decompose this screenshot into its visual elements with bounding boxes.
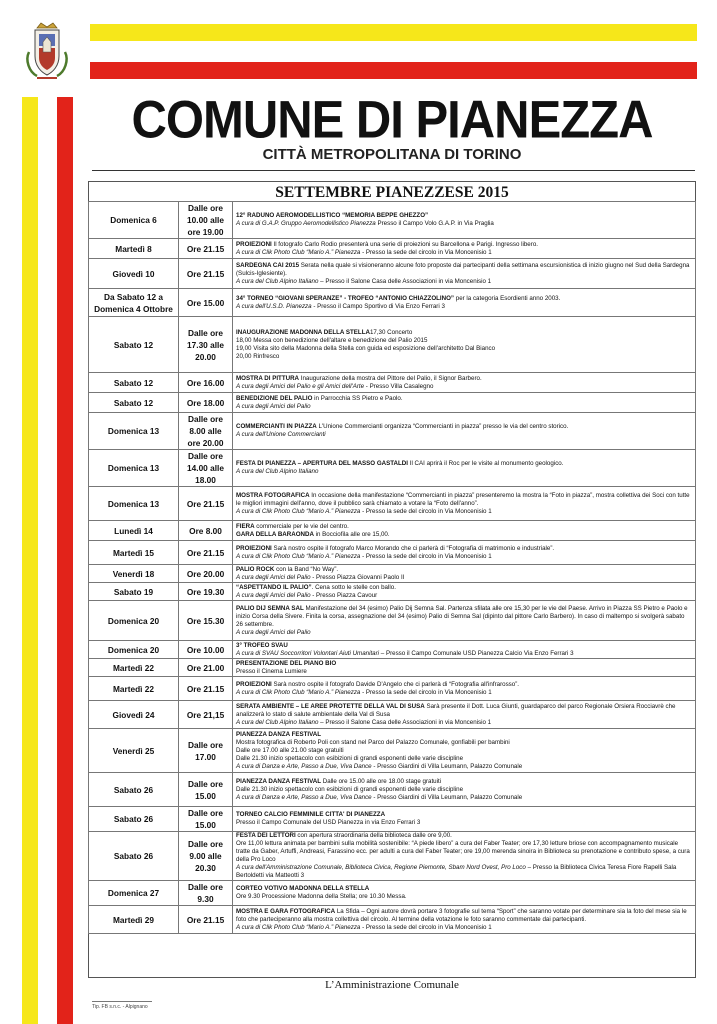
event-date: Domenica 27 [89, 881, 179, 906]
event-description [233, 202, 696, 239]
schedule-row [89, 881, 696, 906]
event-time: Dalle ore 9.30 [179, 881, 233, 906]
event-heading: PROIEZIONI [236, 544, 272, 552]
event-description [233, 677, 696, 701]
event-date: Sabato 12 [89, 373, 179, 393]
event-date: Martedì 15 [89, 541, 179, 565]
event-time: Dalle ore 8.00 alle ore 20.00 [179, 413, 233, 450]
event-body: Serata nella quale si visioneranno alcune foto proposte dai partecipanti della settimana escursionistica di inizio giugno nel Sud della Sardegna (Sulcis-Iglesiente). [236, 261, 690, 277]
event-heading: PALIO DIJ SEMNA SAL [236, 604, 304, 612]
event-location: - Presso la sede del circolo in Via Moncenisio 1 [360, 552, 492, 560]
event-body: con la Band “No Way”. [274, 565, 339, 573]
event-location: – Presso la Biblioteca Civica Teresa Fiore Rapelli Sala Bertoldetti via Matteotti 3 [236, 864, 677, 879]
event-description [233, 487, 696, 521]
event-organizer: A cura del Club Alpino Italiano [236, 718, 319, 726]
event-heading: COMMERCIANTI IN PIAZZA [236, 423, 317, 430]
event-organizer: A cura del Club Alpino Italiano [236, 468, 319, 475]
event-time: Ore 21.15 [179, 541, 233, 565]
event-heading-2: GARA DELLA BARAONDA [236, 530, 314, 538]
schedule-row [89, 413, 696, 450]
event-organizer: A cura di Danza e Arte, Passo a Due, Viva Dance [236, 762, 372, 770]
schedule-row [89, 521, 696, 541]
schedule-row [89, 601, 696, 641]
event-time: Ore 15.00 [179, 289, 233, 317]
event-location: – Presso il Campo Comunale USD Pianezza Calcio Via Enzo Ferrari 3 [379, 649, 574, 657]
event-description [233, 906, 696, 934]
event-heading: TORNEO CALCIO FEMMINILE CITTA' DI PIANEZZA [236, 811, 386, 818]
event-body: Sarà presente il Dott. Luca Giunti, guardaparco del parco Regionale Orsiera Rocciavrè che analizzerà lo stato di salute ambientale della Val di Susa [236, 702, 676, 718]
event-time: Ore 10.00 [179, 641, 233, 659]
event-organizer: A cura di SVAU Soccorritori Volontari Aiuti Umanitari [236, 649, 380, 657]
event-body: Ore 9.30 Processione Madonna della Stella; ore 10.30 Messa. [236, 893, 407, 900]
schedule-table [88, 201, 696, 934]
event-time: Ore 16.00 [179, 373, 233, 393]
event-location: – Presso il Salone Casa delle Associazioni in via Moncenisio 1 [318, 277, 492, 285]
event-body: Sarà nostro ospite il fotografo Davide D'Angelo che ci parlerà di “Fotografia all'infrarosso”. [271, 680, 519, 688]
schedule-row [89, 317, 696, 373]
event-body: L'Unione Commercianti organizza “Commercianti in piazza” presso le via del centro storico. [316, 423, 569, 430]
event-date: Domenica 13 [89, 450, 179, 487]
yellow-vertical-stripe [22, 97, 38, 1024]
event-heading: 3° TROFEO SVAU [236, 641, 288, 649]
event-heading: PIANEZZA DANZA FESTIVAL [236, 777, 322, 785]
event-body: Presso il Campo Comunale del USD Pianezza in via Enzo Ferrari 3 [236, 819, 421, 826]
event-description [233, 601, 696, 641]
event-description [233, 450, 696, 487]
event-date: Sabato 26 [89, 807, 179, 832]
event-description [233, 239, 696, 259]
event-organizer: A cura dell'U.S.D. Pianezza [236, 302, 312, 310]
event-description [233, 259, 696, 289]
event-body: commerciale per le vie del centro. [254, 522, 349, 530]
event-body: in Parrocchia SS Pietro e Paolo. [312, 394, 403, 402]
event-time: Ore 21.15 [179, 906, 233, 934]
event-description [233, 289, 696, 317]
schedule-row [89, 541, 696, 565]
schedule-row [89, 239, 696, 259]
event-time: Ore 21.00 [179, 659, 233, 677]
event-heading: PROIEZIONI [236, 240, 272, 248]
event-date: Domenica 20 [89, 601, 179, 641]
event-description [233, 393, 696, 413]
event-date: Venerdì 25 [89, 729, 179, 773]
event-date: Domenica 13 [89, 487, 179, 521]
event-description [233, 541, 696, 565]
event-date: Sabato 12 [89, 393, 179, 413]
event-body: Presso il Cinema Lumiere [236, 667, 307, 675]
event-body: Il CAI aprirà il Roc per le visite al monumento geologico. [408, 460, 564, 467]
red-horizontal-stripe [90, 62, 697, 79]
event-organizer: A cura di G.A.P. Gruppo Aeromodellistico Pianezza [236, 220, 376, 227]
event-heading: FESTA DI PIANEZZA – APERTURA DEL MASSO GASTALDI [236, 460, 408, 467]
event-heading: FIERA [236, 522, 255, 530]
event-date: Venerdì 18 [89, 565, 179, 583]
event-date: Martedì 22 [89, 677, 179, 701]
event-heading: BENEDIZIONE DEL PALIO [236, 394, 313, 402]
event-date: Sabato 26 [89, 832, 179, 881]
event-heading: PIANEZZA DANZA FESTIVAL [236, 730, 322, 738]
event-time: Dalle ore 10.00 alle ore 19.00 [179, 202, 233, 239]
event-location: - Presso la sede del circolo in Via Moncenisio 1 [360, 688, 492, 696]
event-organizer: A cura di Clik Photo Club “Mario A.” Pianezza [236, 248, 361, 256]
event-organizer: A cura di Clik Photo Club “Mario A.” Pianezza [236, 688, 361, 696]
event-body: Mostra fotografica di Roberto Poli con stand nel Parco del Palazzo Comunale, gonfiabili per bambini Dalle ore 17.00 alle 21.00 stage gratuiti Dalle 21.30 inizio spettacolo con esibizioni di grandi esponenti delle varie discipline [236, 738, 510, 762]
event-location: – Presso il Salone Casa delle Associazioni in via Moncenisio 1 [318, 718, 492, 726]
event-description [233, 373, 696, 393]
event-body: Dalle ore 15.00 alle ore 18.00 stage gratuiti Dalle 21.30 inizio spettacolo con esibizioni di grandi esponenti delle varie discipline [236, 777, 464, 793]
event-organizer: A cura degli Amici del Palio [236, 573, 311, 581]
red-vertical-stripe [57, 97, 73, 1024]
event-date: Sabato 12 [89, 317, 179, 373]
event-heading: 12° RADUNO AEROMODELLISTICO “MEMORIA BEPPE GHEZZO” [236, 212, 429, 219]
event-organizer: A cura di Clik Photo Club “Mario A.” Pianezza [236, 507, 361, 515]
event-time: Ore 20.00 [179, 565, 233, 583]
schedule-row [89, 259, 696, 289]
event-location: - Presso Villa Casalegno [364, 382, 434, 390]
event-location: - Presso il Campo Sportivo di Via Enzo Ferrari 3 [311, 302, 445, 310]
schedule-row [89, 832, 696, 881]
schedule-row [89, 289, 696, 317]
event-location: - Presso la sede del circolo in Via Moncenisio 1 [360, 923, 492, 931]
schedule-row [89, 807, 696, 832]
event-time: Dalle ore 9.00 alle 20.30 [179, 832, 233, 881]
event-location: - Presso Giardini di Villa Leumann, Palazzo Comunale [371, 793, 523, 801]
event-description [233, 641, 696, 659]
footer-signature: L’Amministrazione Comunale [325, 979, 459, 991]
event-time: Ore 21.15 [179, 239, 233, 259]
event-time: Ore 21.15 [179, 259, 233, 289]
event-heading: PROIEZIONI [236, 680, 272, 688]
event-date: Domenica 6 [89, 202, 179, 239]
event-heading: 34° TORNEO “GIOVANI SPERANZE” - TROFEO “ANTONIO CHIAZZOLINO” [236, 294, 455, 302]
event-time: Dalle ore 15.00 [179, 773, 233, 807]
event-description [233, 317, 696, 373]
schedule-row [89, 393, 696, 413]
event-location: - Presso la sede del circolo in Via Moncenisio 1 [360, 507, 492, 515]
schedule-row [89, 906, 696, 934]
event-time: Ore 21.15 [179, 677, 233, 701]
event-date: Martedì 22 [89, 659, 179, 677]
event-heading: MOSTRA DI PITTURA [236, 374, 300, 382]
schedule-row [89, 677, 696, 701]
event-body: Il fotografo Carlo Rodio presenterà una serie di proiezioni su Barcellona e Parigi. Ingresso libero. [271, 240, 538, 248]
printer-credit: Tip. FB s.n.c. - Alpignano [92, 1001, 152, 1010]
event-body: Sarà nostro ospite il fotografo Marco Morando che ci parlerà di “Fotografia di matrimonio e industriale”. [271, 544, 555, 552]
event-heading: SARDEGNA CAI 2015 [236, 261, 300, 269]
event-time: Dalle ore 17.00 [179, 729, 233, 773]
event-description [233, 701, 696, 729]
event-description [233, 583, 696, 601]
schedule-row [89, 583, 696, 601]
event-description [233, 881, 696, 906]
event-time: Ore 15.30 [179, 601, 233, 641]
event-organizer: A cura degli Amici del Palio [236, 591, 311, 599]
event-description [233, 413, 696, 450]
schedule-row [89, 659, 696, 677]
event-date: Sabato 26 [89, 773, 179, 807]
event-organizer: A cura degli Amici del Palio [236, 628, 311, 636]
event-date: Giovedì 24 [89, 701, 179, 729]
schedule-row [89, 450, 696, 487]
event-body: In occasione della manifestazione “Commercianti in piazza” presenteremo la mostra la “Foto in piazza”, mostra collettiva dei Soci con tutte le migliori immagini dell'anno, dove il pubblico sarà chiamato a votare la “Foto dell'anno”. [236, 491, 690, 507]
schedule-row [89, 773, 696, 807]
schedule-row [89, 373, 696, 393]
schedule-row [89, 202, 696, 239]
event-heading: “ASPETTANDO IL PALIO” [236, 583, 312, 591]
event-time: Ore 18.00 [179, 393, 233, 413]
event-heading: PRESENTAZIONE DEL PIANO BIO [236, 659, 337, 667]
event-body-2: in Bocciofila alle ore 15,00. [313, 530, 390, 538]
page-subtitle: CITTÀ METROPOLITANA DI TORINO [262, 146, 522, 163]
event-date: Lunedì 14 [89, 521, 179, 541]
event-location: - Presso Piazza Giovanni Paolo II [310, 573, 405, 581]
event-description [233, 565, 696, 583]
event-heading: MOSTRA E GARA FOTOGRAFICA [236, 907, 336, 915]
event-date: Domenica 20 [89, 641, 179, 659]
event-body: La Sfida – Ogni autore dovrà portare 3 fotografie sul tema “Sport” che saranno votate per determinare sia la foto del mese sia le foto che parteciperanno alla mostra collettiva del circolo. Al termine della votazione le foto saranno commentate dai partecipanti. [236, 907, 687, 923]
event-heading: CORTEO VOTIVO MADONNA DELLA STELLA [236, 885, 370, 892]
header-divider [92, 170, 695, 171]
event-date: Sabato 19 [89, 583, 179, 601]
event-heading: MOSTRA FOTOGRAFICA [236, 491, 310, 499]
schedule-title: SETTEMBRE PIANEZZESE 2015 [275, 184, 509, 201]
event-description [233, 659, 696, 677]
event-time: Dalle ore 14.00 alle 18.00 [179, 450, 233, 487]
event-organizer: A cura di Danza e Arte, Passo a Due, Viva Dance [236, 793, 372, 801]
event-description [233, 773, 696, 807]
event-heading: INAUGURAZIONE MADONNA DELLA STELLA [236, 328, 370, 336]
event-date: Da Sabato 12 a Domenica 4 Ottobre [89, 289, 179, 317]
event-location: Presso il Campo Volo G.A.P. in Via Praglia [375, 220, 494, 227]
event-description [233, 521, 696, 541]
event-date: Martedì 8 [89, 239, 179, 259]
schedule-row [89, 641, 696, 659]
page-title: COMUNE DI PIANEZZA [131, 90, 653, 150]
event-heading: PALIO ROCK [236, 565, 275, 573]
event-organizer: A cura di Clik Photo Club “Mario A.” Pianezza [236, 552, 361, 560]
event-date: Martedì 29 [89, 906, 179, 934]
municipal-crest-icon [23, 22, 71, 82]
event-organizer: A cura dell'Amministrazione Comunale, Biblioteca Civica, Regione Piemonte, Sbam Nord Ovest, Pro Loco [236, 864, 526, 871]
event-description [233, 832, 696, 881]
event-time: Ore 19.30 [179, 583, 233, 601]
event-heading: FESTA DEI LETTORI [236, 832, 296, 839]
event-time: Dalle ore 17.30 alle 20.00 [179, 317, 233, 373]
event-organizer: A cura di Clik Photo Club “Mario A.” Pianezza [236, 923, 361, 931]
schedule-row [89, 487, 696, 521]
event-date: Giovedì 10 [89, 259, 179, 289]
event-body: . Cena sotto le stelle con ballo. [311, 583, 396, 591]
event-time: Dalle ore 15.00 [179, 807, 233, 832]
event-time: Ore 21.15 [179, 487, 233, 521]
event-body: per la categoria Esordienti anno 2003. [454, 294, 561, 302]
schedule-row [89, 565, 696, 583]
event-body: con apertura straordinaria della biblioteca dalle ore 9,00. Ore 11,00 lettura animata per bambini sulla mobilità sostenibile: “A piede libero” a cura del Faber Teater; ore 17,30 letture briose con accompagnamento musicale tratte da Gaber, Artuffi, Andreasi, Farassino ecc. per adulti a cura del Faber Teater; ore 19,00 merenda sinoira in Biblioteca su prenotazione e contributo spese, a cura della Pro Loco [236, 832, 690, 863]
event-body: Inaugurazione della mostra del Pittore del Palio, il Signor Barbero. [299, 374, 482, 382]
event-time: Ore 8.00 [179, 521, 233, 541]
event-location: - Presso Giardini di Villa Leumann, Palazzo Comunale [371, 762, 523, 770]
event-organizer: A cura dell'Unione Commercianti [236, 431, 326, 438]
event-organizer: A cura del Club Alpino Italiano [236, 277, 319, 285]
event-body: 17,30 Concerto 18,00 Messa con benedizione dell'altare e benedizione del Palio 2015 19,00 Visita sito della Madonna della Stella con guida ed esposizione dell'architetto Dal Bianco 20,00 Rinfresco [236, 328, 496, 360]
schedule-row [89, 701, 696, 729]
event-time: Ore 21,15 [179, 701, 233, 729]
yellow-horizontal-stripe [90, 24, 697, 41]
event-description [233, 729, 696, 773]
event-heading: SERATA AMBIENTE – LE AREE PROTETTE DELLA VAL DI SUSA [236, 702, 425, 710]
event-organizer: A cura degli Amici del Palio e gli Amici dell'Arte [236, 382, 365, 390]
event-date: Domenica 13 [89, 413, 179, 450]
event-location: - Presso la sede del circolo in Via Moncenisio 1 [360, 248, 492, 256]
event-organizer: A cura degli Amici del Palio [236, 402, 311, 410]
schedule-row [89, 729, 696, 773]
event-description [233, 807, 696, 832]
event-body: Manifestazione del 34 (esimo) Palio Dij Semna Sal. Partenza sfilata alle ore 15,30 per le vie del Paese. Arrivo in Piazza SS Pietro e Paolo e inizio Corsa della Sivere. Finita la corsa, assegnazione del 34 (esimo) Palio di Semna Sal (dipinto dal pittore Carlo Barbero). In caso di maltempo si svolgerà sabato 26 settembre. [236, 604, 688, 628]
event-location: - Presso Piazza Cavour [310, 591, 378, 599]
